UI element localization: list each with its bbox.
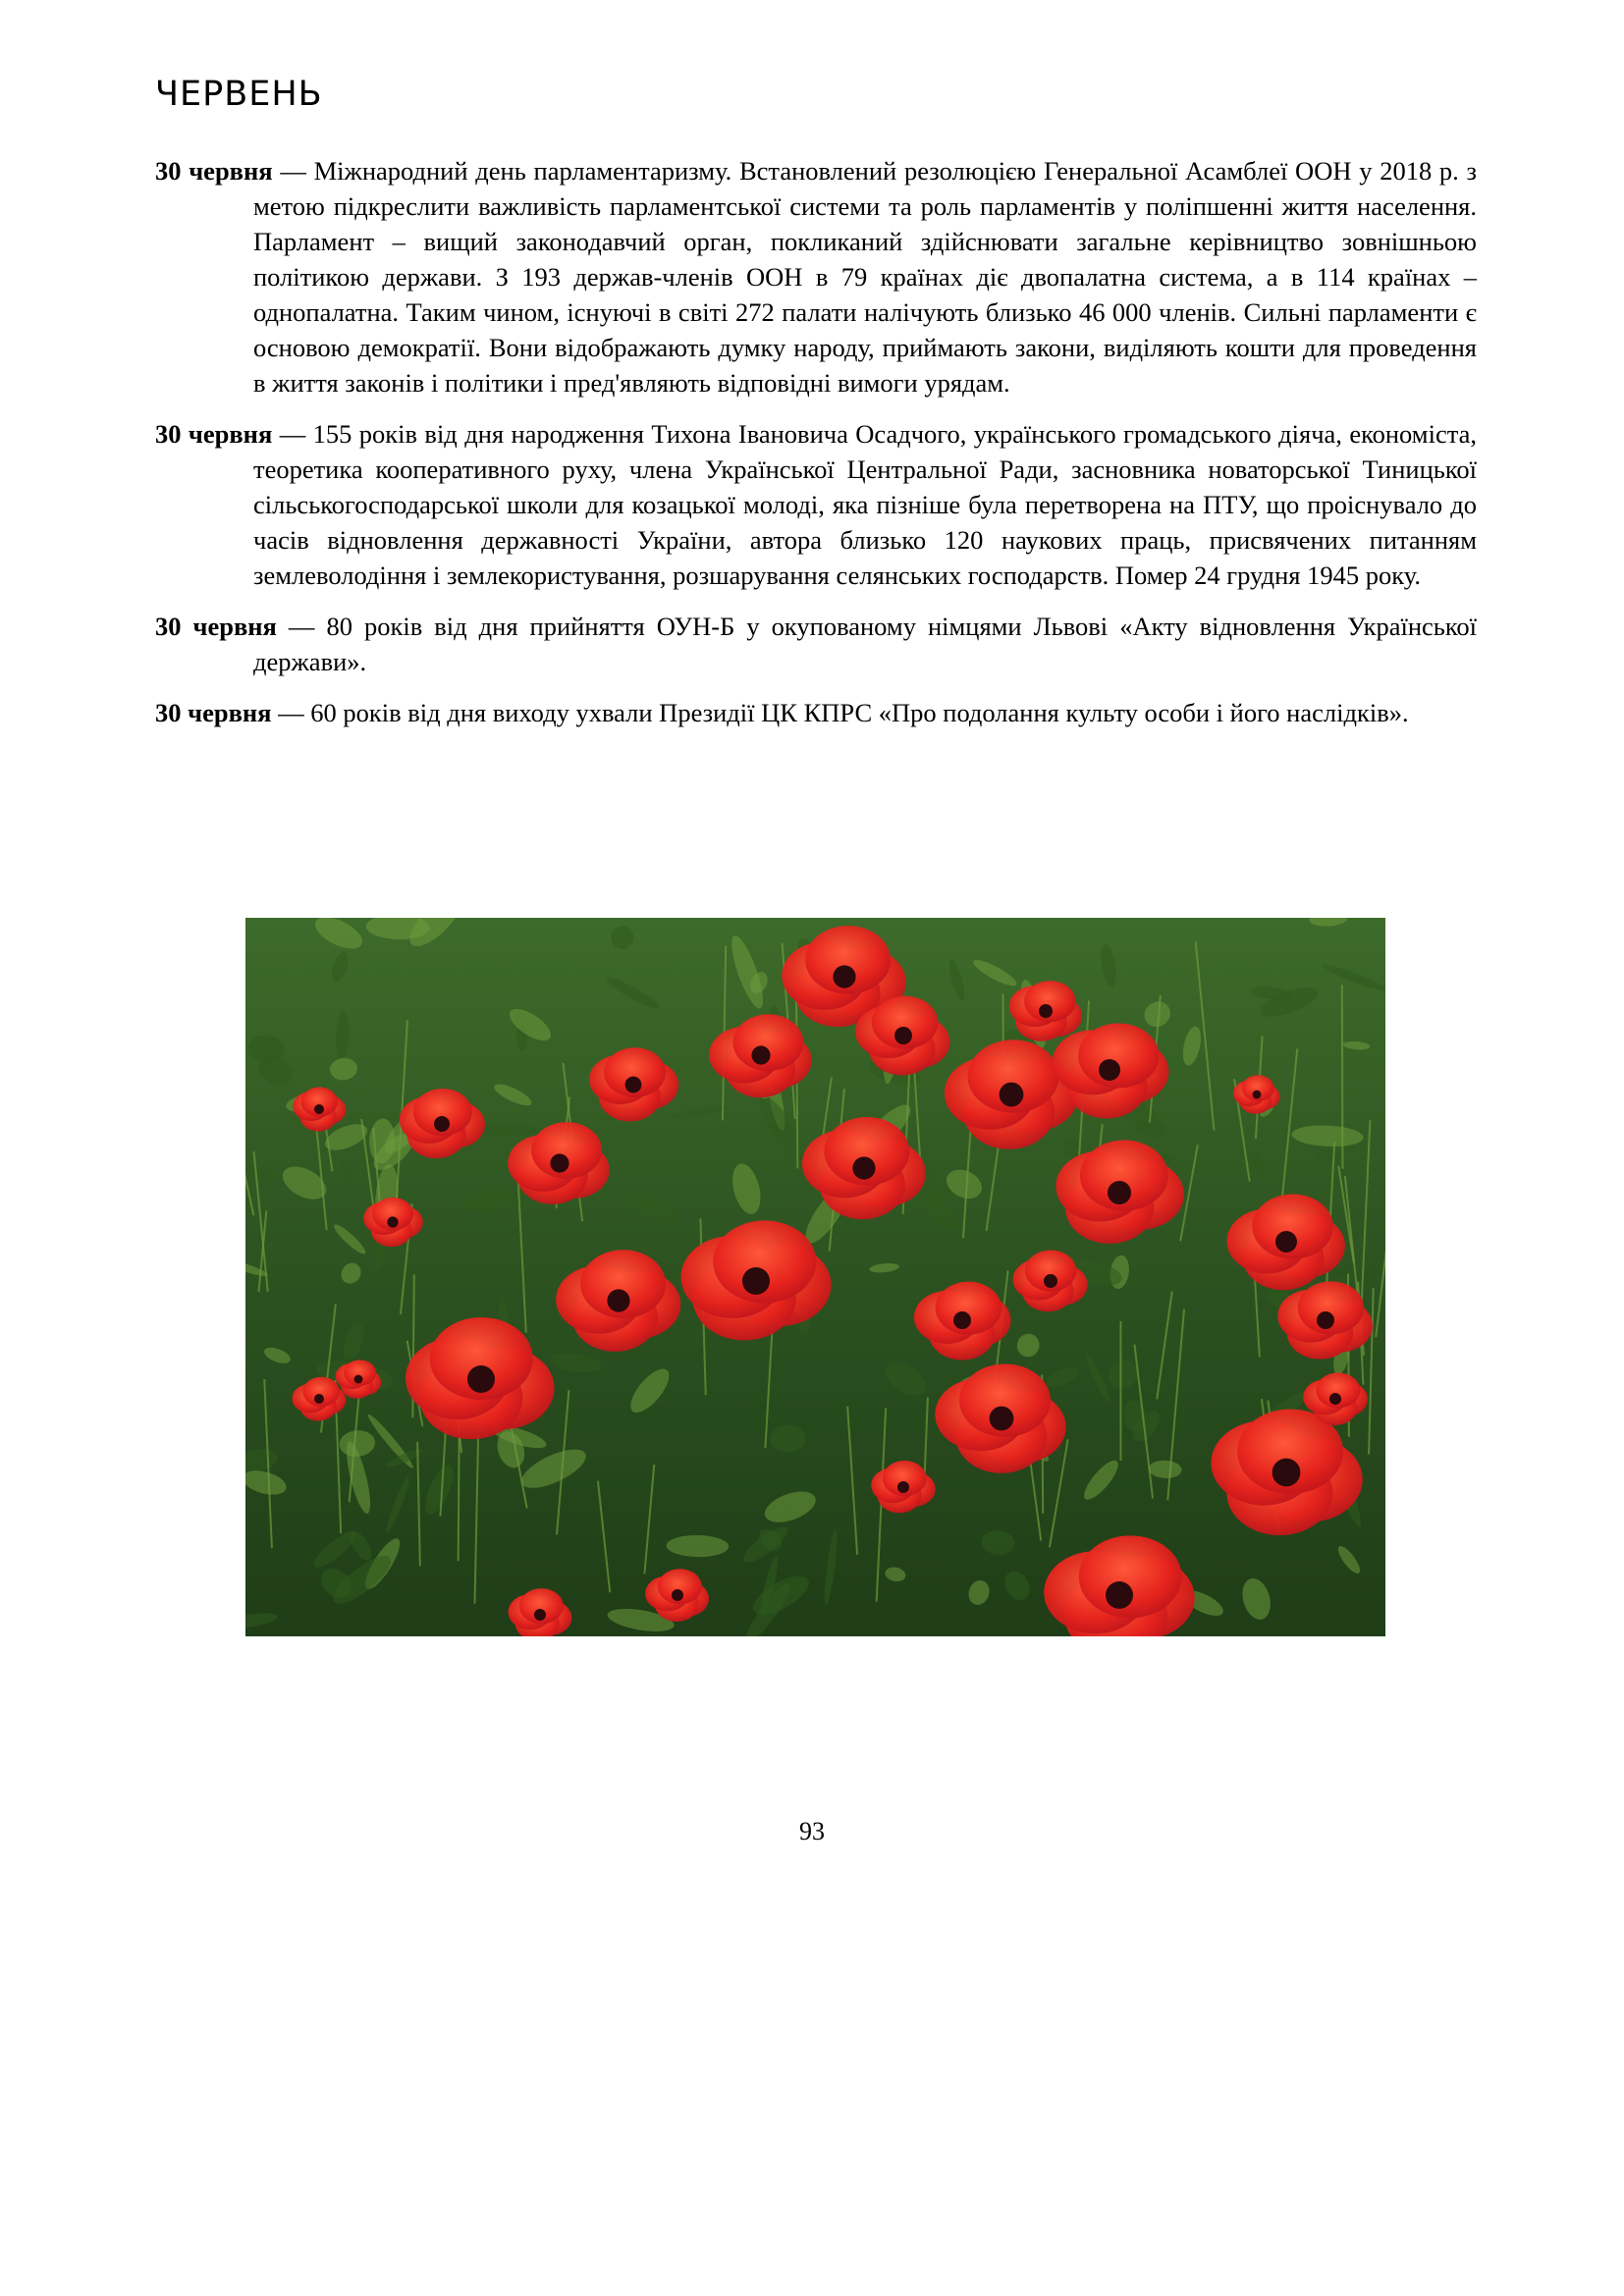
poppy-center: [672, 1589, 683, 1601]
entry-date: 30 червня: [155, 419, 273, 449]
poppy-center: [314, 1394, 324, 1404]
poppy-center: [897, 1481, 909, 1493]
poppy-petal: [1079, 1535, 1182, 1618]
poppy-center: [953, 1311, 971, 1329]
poppy-center: [990, 1407, 1014, 1431]
list-item: [155, 695, 1477, 730]
page-number: 93: [799, 1817, 825, 1845]
entry-dash: —: [272, 419, 313, 449]
poppy-center: [607, 1289, 629, 1311]
poppy-center: [1044, 1274, 1057, 1288]
entry-text: 60 років від дня виходу ухвали Президії ЦК КПРС «Про подолання культу особи і його наслідків».: [310, 698, 1409, 727]
poppy-center: [852, 1156, 875, 1179]
poppy-center: [467, 1365, 495, 1393]
poppy-petal: [732, 1014, 803, 1071]
poppies-photo: [245, 918, 1385, 1636]
poppy-center: [1253, 1091, 1262, 1099]
poppy-center: [534, 1609, 546, 1621]
poppy-center: [625, 1077, 642, 1094]
poppy-flower: [1009, 981, 1082, 1041]
entry-dash: —: [271, 698, 311, 727]
entry-text: 155 років від дня народження Тихона Івановича Осадчого, українського громадського діяча, економіста, теоретика кооперативного руху, члена Української Центральної Ради, засновника новаторської Тиницької сільськогосподарської школи для козацької молоді, яка пізніше була перетворена на ПТУ, що проіснувало до часів відновлення державності України, автора близько 120 наукових праць, присвячених питанням землеволодіння і землекористування, розшарування селянських господарств. Помер 24 грудня 1945 року.: [253, 419, 1477, 590]
poppy-petal: [531, 1122, 602, 1179]
poppy-center: [550, 1153, 568, 1172]
poppy-center: [387, 1216, 398, 1227]
poppy-center: [751, 1045, 770, 1064]
poppy-center: [742, 1267, 770, 1295]
poppy-center: [1000, 1083, 1024, 1107]
poppy-center: [894, 1027, 912, 1044]
entry-date: 30 червня: [155, 156, 273, 186]
poppy-center: [1329, 1393, 1341, 1405]
list-item: [155, 153, 1477, 400]
page-heading: ЧЕРВЕНЬ: [155, 75, 323, 114]
entries-list: [155, 153, 1477, 746]
poppy-center: [354, 1375, 363, 1384]
entry-dash: —: [276, 612, 327, 641]
entry-dash: —: [272, 156, 314, 186]
poppy-center: [1108, 1181, 1131, 1204]
list-item: [155, 609, 1477, 679]
list-item: [155, 416, 1477, 593]
poppy-center: [1099, 1059, 1120, 1081]
poppy-petal: [1078, 1024, 1160, 1089]
poppy-center: [1275, 1231, 1297, 1253]
poppy-center: [1317, 1311, 1334, 1329]
poppy-center: [833, 965, 855, 988]
entry-text: 80 років від дня прийняття ОУН-Б у окупованому німцями Львові «Акту відновлення Української держави».: [253, 612, 1477, 676]
poppy-center: [314, 1104, 324, 1114]
poppy-center: [434, 1116, 450, 1132]
poppy-petal: [936, 1282, 1002, 1335]
poppy-center: [1039, 1004, 1053, 1018]
poppy-center: [1106, 1581, 1133, 1609]
entry-date: 30 червня: [155, 612, 277, 641]
poppy-center: [1272, 1459, 1301, 1487]
entry-date: 30 червня: [155, 698, 272, 727]
entry-text: Міжнародний день парламентаризму. Встановлений резолюцією Генеральної Асамблеї ООН у 2018 р. з метою підкреслити важливість парламентської системи та роль парламентів у поліпшенні життя населення. Парламент – вищий законодавчий орган, покликаний здійснювати загальне керівництво зовнішньою політикою держави. З 193 держав-членів ООН в 79 країнах діє двопалатна система, а в 114 країнах – однопалатна. Таким чином, існуючі в світі 272 палати налічують близько 46 000 членів. Сильні парламенти є основою демократії. Вони відображають думку народу, приймають закони, виділяють кошти для проведення в життя законів і політики і пред'являють відповідні вимоги урядам.: [253, 156, 1478, 398]
stem: [1342, 985, 1343, 1168]
stem: [459, 1422, 460, 1562]
